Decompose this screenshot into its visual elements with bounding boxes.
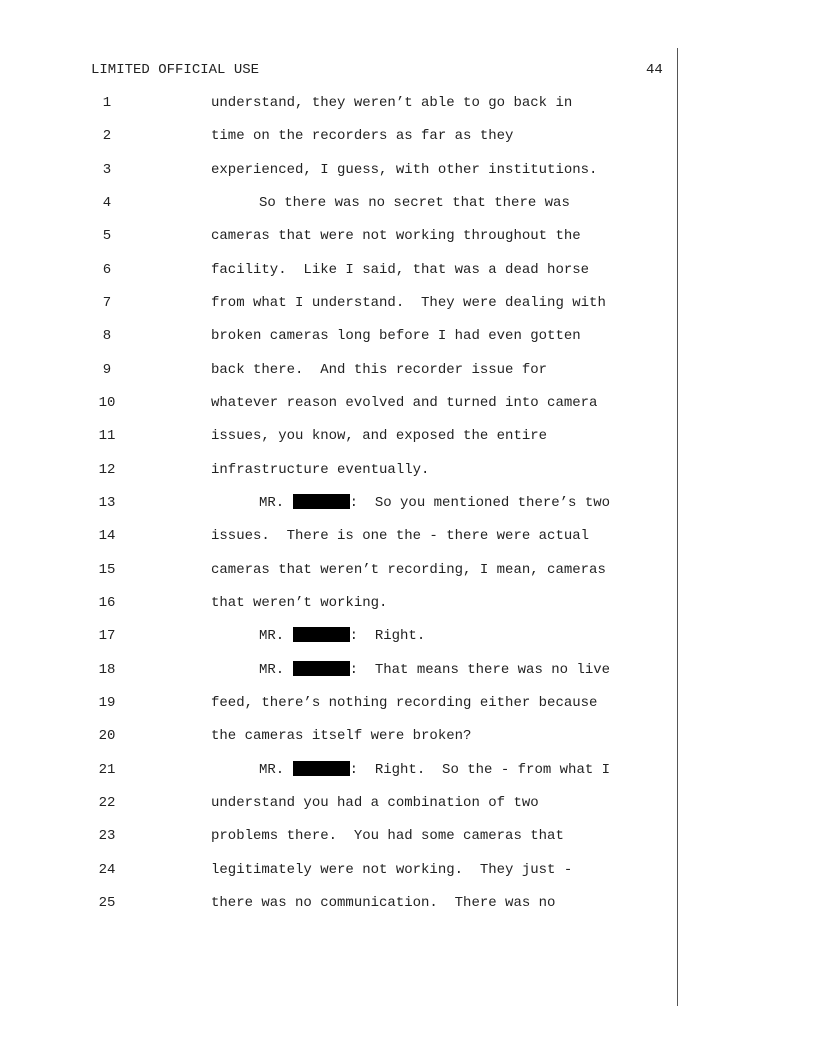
redaction-block [293,627,350,642]
line-number: 23 [98,828,116,844]
speaker-prefix: MR. [259,495,285,511]
line-number: 18 [98,662,116,678]
line-text: issues, you know, and exposed the entire [211,428,548,444]
speaker-line [259,626,425,646]
line-number: 8 [102,328,112,344]
line-text: understand, they weren’t able to go back in [211,95,573,111]
line-text: time on the recorders as far as they [211,128,514,144]
line-text: facility. Like I said, that was a dead horse [211,262,590,278]
line-number: 20 [98,728,116,744]
line-number: 7 [102,295,112,311]
line-text: infrastructure eventually. [211,462,430,478]
line-text: So there was no secret that there was [259,195,570,211]
line-text: cameras that were not working throughout the [211,228,581,244]
line-text: : Right. So the - from what I [349,762,611,778]
line-number: 2 [102,128,112,144]
line-text: understand you had a combination of two [211,795,539,811]
line-number: 14 [98,528,116,544]
line-text: experienced, I guess, with other institutions. [211,162,598,178]
line-text: : So you mentioned there’s two [349,495,611,511]
line-text: problems there. You had some cameras that [211,828,564,844]
speaker-line [259,493,610,513]
line-number: 10 [98,395,116,411]
speaker-line [259,660,610,680]
line-text: whatever reason evolved and turned into camera [211,395,598,411]
line-number: 3 [102,162,112,178]
line-text: legitimately were not working. They just - [211,862,573,878]
line-number: 9 [102,362,112,378]
redaction-block [293,494,350,509]
line-number: 4 [102,195,112,211]
line-number: 12 [98,462,116,478]
line-number: 24 [98,862,116,878]
line-text: issues. There is one the - there were actual [211,528,590,544]
line-number: 1 [102,95,112,111]
line-text: broken cameras long before I had even gotten [211,328,581,344]
line-number: 6 [102,262,112,278]
line-number: 13 [98,495,116,511]
line-number: 17 [98,628,116,644]
line-text: : That means there was no live [349,662,611,678]
line-text: from what I understand. They were dealing with [211,295,606,311]
line-number: 15 [98,562,116,578]
line-text: there was no communication. There was no [211,895,556,911]
line-text: feed, there’s nothing recording either because [211,695,598,711]
line-number: 5 [102,228,112,244]
page-number: 44 [646,62,663,78]
line-number: 25 [98,895,116,911]
speaker-prefix: MR. [259,662,285,678]
line-number: 22 [98,795,116,811]
line-text: back there. And this recorder issue for [211,362,548,378]
speaker-prefix: MR. [259,628,285,644]
line-number: 21 [98,762,116,778]
line-number: 16 [98,595,116,611]
redaction-block [293,761,350,776]
line-text: cameras that weren’t recording, I mean, cameras [211,562,606,578]
line-number: 19 [98,695,116,711]
speaker-prefix: MR. [259,762,285,778]
redaction-block [293,661,350,676]
line-text: the cameras itself were broken? [211,728,472,744]
speaker-line [259,760,610,780]
right-margin-rule [677,48,678,1006]
line-text: that weren’t working. [211,595,388,611]
line-number: 11 [98,428,116,444]
line-text: : Right. [349,628,426,644]
page-header-label: LIMITED OFFICIAL USE [91,62,260,78]
